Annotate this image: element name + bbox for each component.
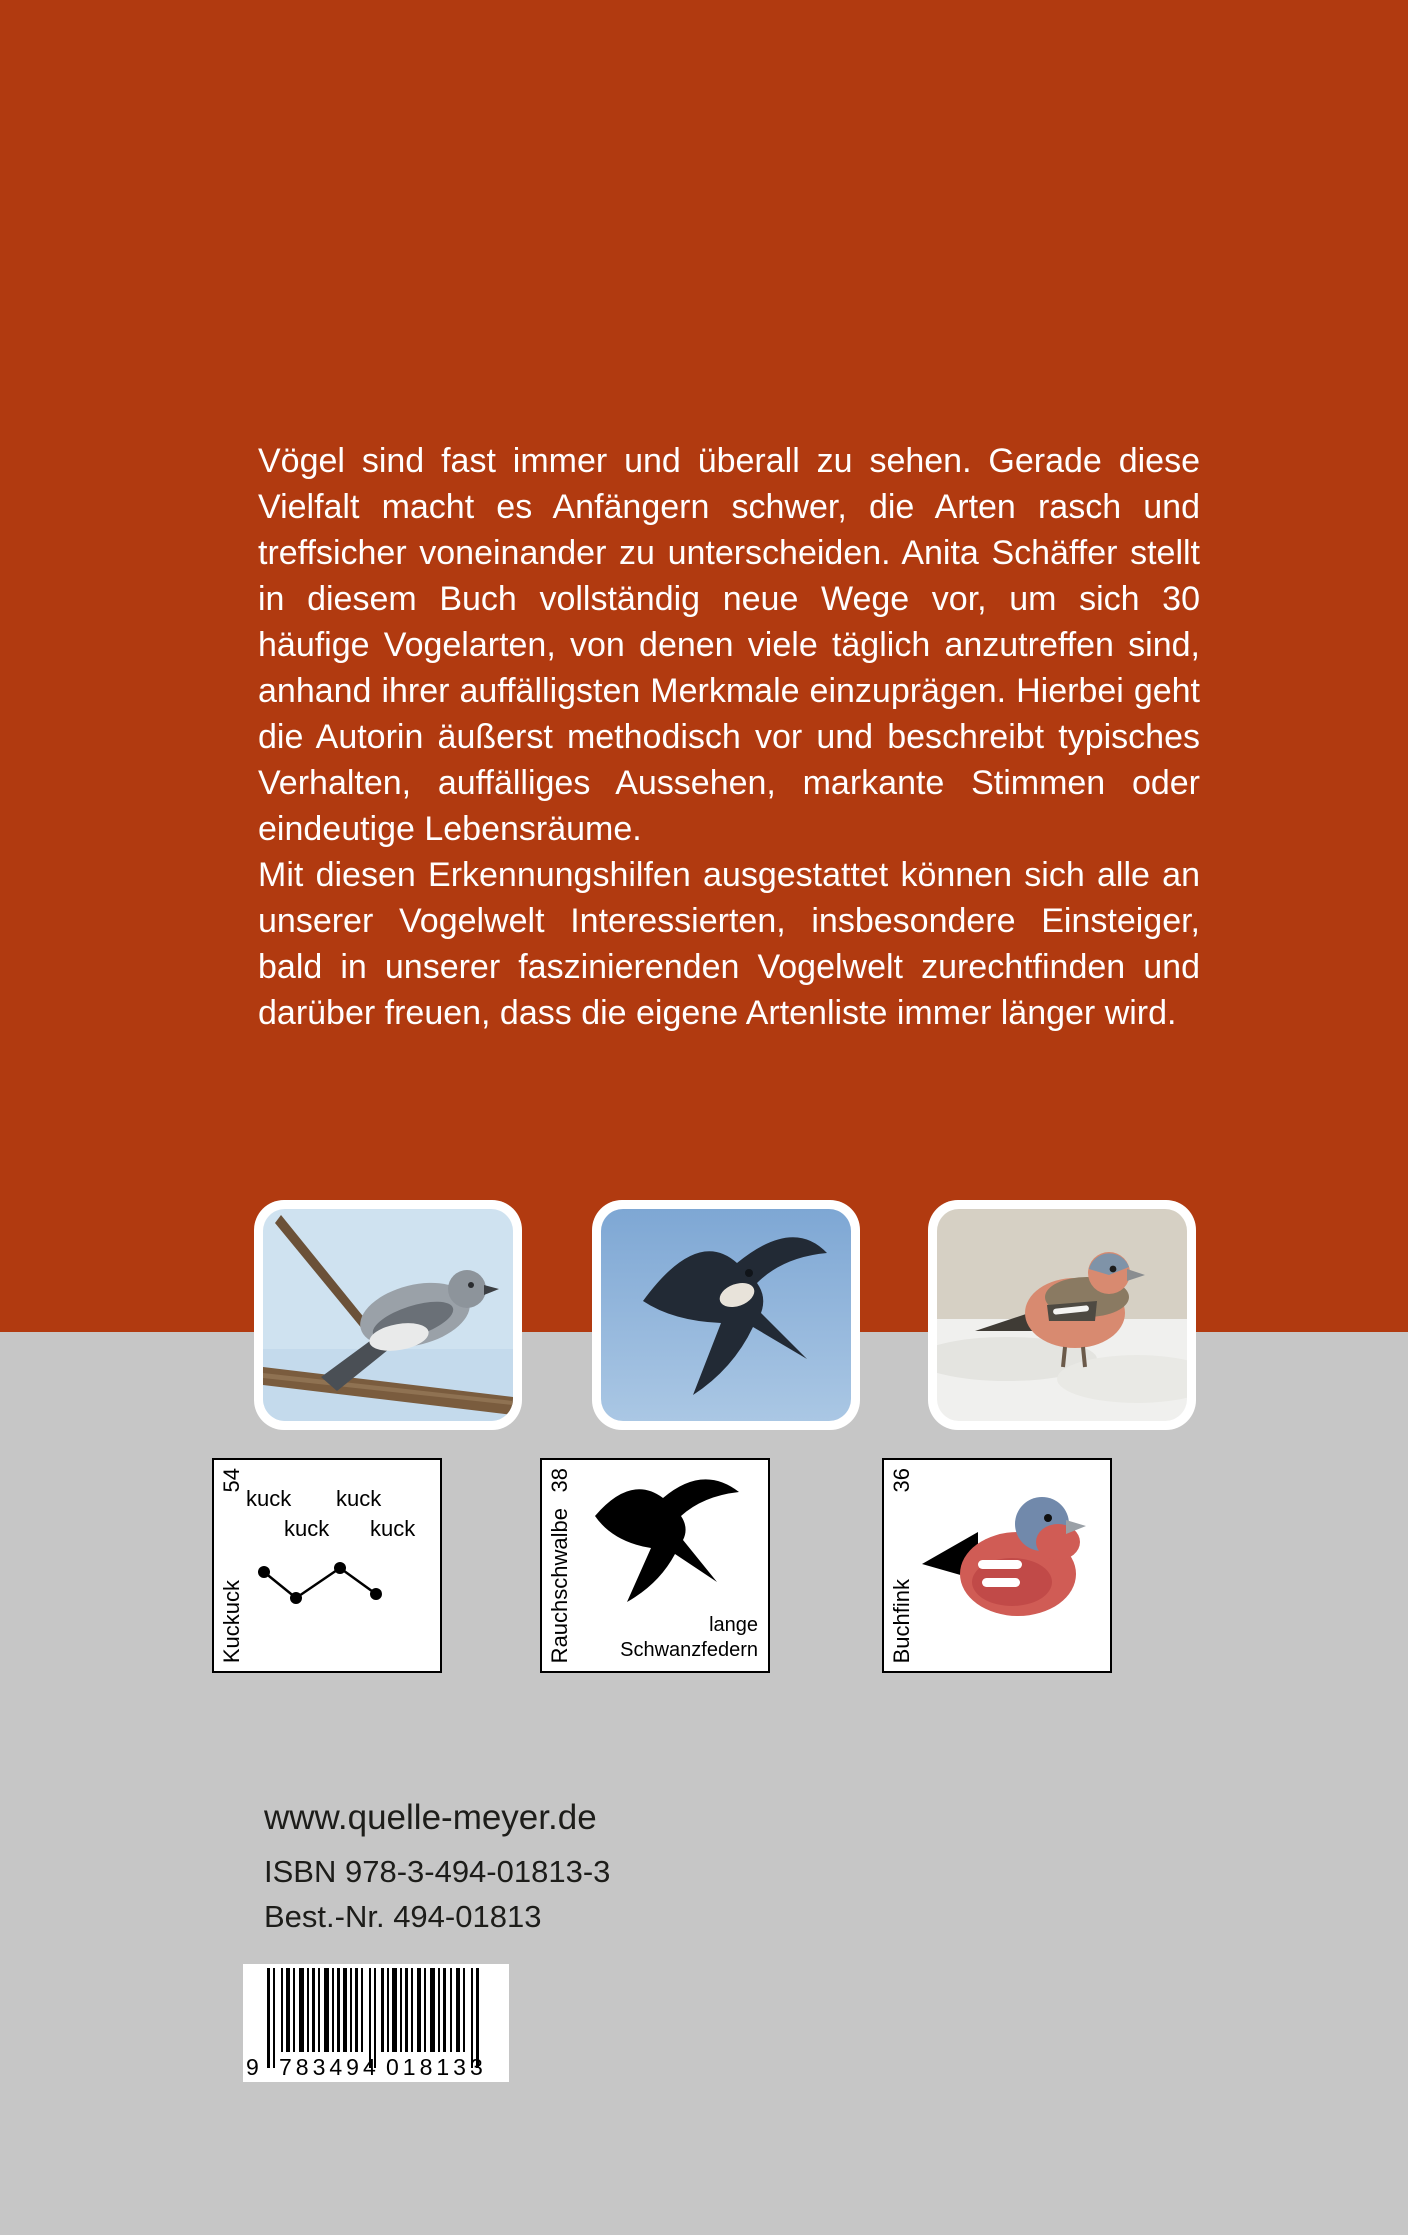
- photo-buchfink: [928, 1200, 1196, 1430]
- chaffinch-drawing-icon: [920, 1486, 1090, 1646]
- card-page-number: 54: [219, 1468, 244, 1493]
- card-page-number: 38: [547, 1468, 572, 1493]
- card-species-label: Buchfink: [889, 1578, 914, 1663]
- barcode-group-left: 783494: [279, 2054, 380, 2080]
- isbn-number: ISBN 978-3-494-01813-3: [264, 1854, 611, 1889]
- caption-line-1: lange: [709, 1614, 758, 1636]
- card-page-number: 36: [889, 1468, 914, 1493]
- call-word: kuck: [336, 1486, 382, 1511]
- blurb-paragraph-1: Vögel sind fast immer und überall zu sehen. Gerade diese Vielfalt macht es Anfängern schwer, die Arten rasch und treffsicher voneinander zu unterscheiden. Anita Schäffer stellt in diesem Buch vollständig neue Wege vor, um sich 30 häufige Vogelarten, von denen viele täglich anzutreffen sind, anhand ihrer auffälligsten Merkmale einzuprägen. Hierbei geht die Autorin äußerst methodisch vor und beschreibt typisches Verhalten, auffälliges Aussehen, markante Stimmen oder eindeutige Lebensräume.: [258, 442, 1200, 848]
- photo-rauchschwalbe: [592, 1200, 860, 1430]
- call-word: kuck: [246, 1486, 292, 1511]
- publisher-info: [264, 1798, 610, 1935]
- call-word: kuck: [284, 1516, 330, 1541]
- call-pitch-diagram: [248, 1556, 418, 1626]
- card-buchfink: [882, 1458, 1112, 1673]
- chaffinch-illustration: [937, 1209, 1187, 1421]
- swallow-photo-image: [601, 1209, 851, 1421]
- card-species-label: Rauchschwalbe: [547, 1507, 572, 1663]
- barcode-group-right: 018133: [386, 2054, 487, 2080]
- cuckoo-photo-image: [263, 1209, 513, 1421]
- cuckoo-illustration: [263, 1209, 513, 1421]
- order-number: Best.-Nr. 494-01813: [264, 1899, 542, 1934]
- swallow-illustration: [601, 1209, 851, 1421]
- barcode-digit-system: 9: [246, 2054, 259, 2080]
- chaffinch-photo-image: [937, 1209, 1187, 1421]
- ean-barcode: [243, 1964, 509, 2082]
- blurb-paragraph-2: Mit diesen Erkennungshilfen ausgestattet können sich alle an unserer Vogelwelt Interessierten, insbesondere Einsteiger, bald in unserer faszinierenden Vogelwelt zurechtfinden und darüber freuen, dass die eigene Artenliste immer länger wird.: [258, 856, 1200, 1032]
- card-rauchschwalbe: [540, 1458, 770, 1673]
- back-cover-blurb: [258, 438, 1200, 1036]
- swallow-silhouette-icon: [587, 1472, 747, 1602]
- caption-line-2: Schwanzfedern: [620, 1639, 758, 1661]
- call-word: kuck: [370, 1516, 416, 1541]
- card-kuckuck: [212, 1458, 442, 1673]
- photo-kuckuck: [254, 1200, 522, 1430]
- publisher-website: www.quelle-meyer.de: [264, 1798, 597, 1837]
- card-caption: [620, 1613, 758, 1663]
- card-species-label: Kuckuck: [219, 1579, 244, 1663]
